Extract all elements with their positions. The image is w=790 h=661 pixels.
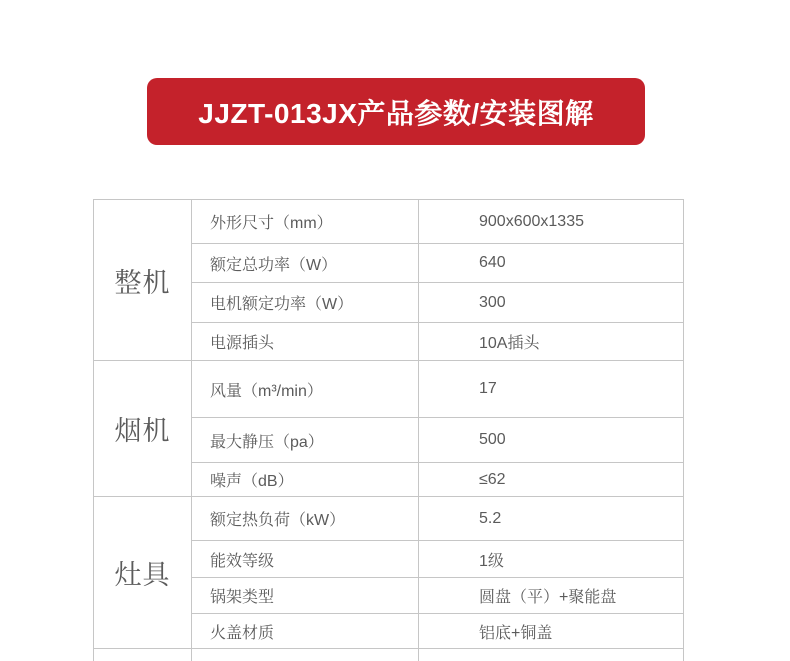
- spec-label-empty: [192, 649, 419, 661]
- spec-value: 300: [419, 283, 684, 323]
- category-cell-stove: 灶具: [94, 497, 192, 649]
- spec-label: 能效等级: [192, 541, 419, 578]
- spec-value: 900x600x1335: [419, 200, 684, 244]
- spec-row: [94, 497, 684, 541]
- spec-value: 640: [419, 244, 684, 283]
- spec-value: 圆盘（平）+聚能盘: [419, 578, 684, 614]
- spec-row-partial: [94, 649, 684, 661]
- spec-label: 火盖材质: [192, 614, 419, 649]
- spec-value: 17: [419, 361, 684, 418]
- spec-label: 噪声（dB）: [192, 463, 419, 497]
- spec-value: 500: [419, 418, 684, 463]
- spec-row: [94, 361, 684, 418]
- title-banner: [147, 78, 645, 145]
- spec-label: 额定总功率（W）: [192, 244, 419, 283]
- spec-value: 铝底+铜盖: [419, 614, 684, 649]
- category-cell-whole-unit: 整机: [94, 200, 192, 361]
- product-spec-table: [93, 199, 684, 661]
- category-cell-hood: 烟机: [94, 361, 192, 497]
- spec-value: 5.2: [419, 497, 684, 541]
- spec-label: 最大静压（pa）: [192, 418, 419, 463]
- spec-label: 额定热负荷（kW）: [192, 497, 419, 541]
- spec-label: 电机额定功率（W）: [192, 283, 419, 323]
- spec-label: 锅架类型: [192, 578, 419, 614]
- spec-value-empty: [419, 649, 684, 661]
- spec-row: [94, 200, 684, 244]
- spec-value: ≤62: [419, 463, 684, 497]
- spec-label: 外形尺寸（mm）: [192, 200, 419, 244]
- category-cell-empty: [94, 649, 192, 661]
- spec-value: 10A插头: [419, 323, 684, 361]
- spec-label: 风量（m³/min）: [192, 361, 419, 418]
- spec-value: 1级: [419, 541, 684, 578]
- page-title: JJZT-013JX产品参数/安装图解: [198, 97, 594, 129]
- spec-label: 电源插头: [192, 323, 419, 361]
